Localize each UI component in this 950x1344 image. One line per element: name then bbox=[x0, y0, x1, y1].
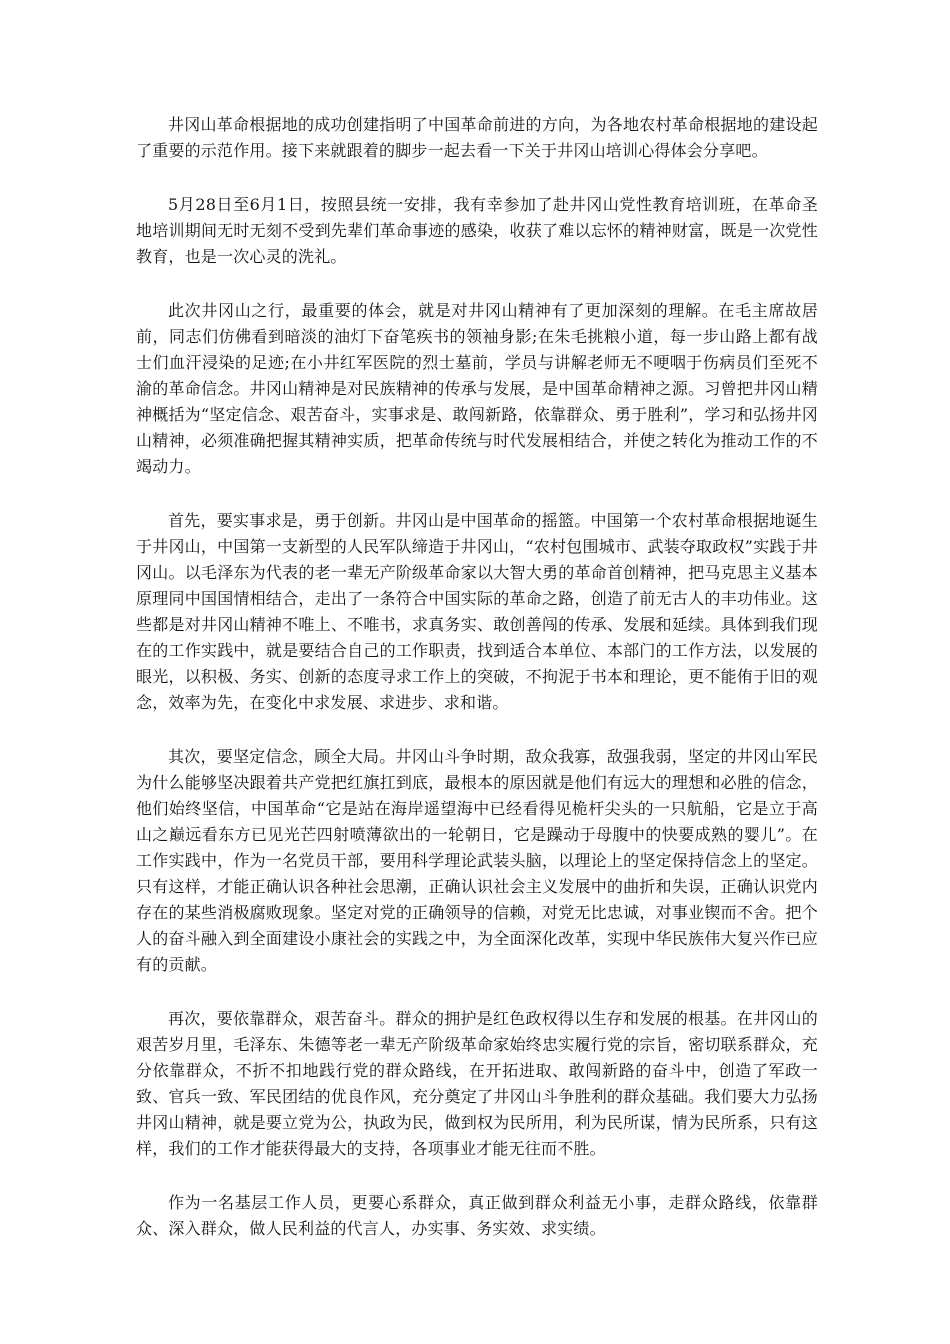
paragraph-third-point: 再次，要依靠群众，艰苦奋斗。群众的拥护是红色政权得以生存和发展的根基。在井冈山的艰苦岁月里，毛泽东、朱德等老一辈无产阶级革命家始终忠实履行党的宗旨，密切联系群众，充分依靠群众，不折不扣地践行党的群众路线，在开拓进取、敢闯新路的奋斗中，创造了军政一致、官兵一致、军民团结的优良作风，充分奠定了井冈山斗争胜利的群众基础。我们要大力弘扬井冈山精神，就是要立党为公，执政为民，做到权为民所用，利为民所谋，情为民所系，只有这样，我们的工作才能获得最大的支持，各项事业才能无往而不胜。 bbox=[136, 1009, 818, 1158]
paragraph-training-dates: 5月28日至6月1日，按照县统一安排，我有幸参加了赴井冈山党性教育培训班，在革命圣地培训期间无时无刻不受到先辈们革命事迹的感染，收获了难以忘怀的精神财富，既是一次党性教育，也是一次心灵的洗礼。 bbox=[136, 195, 818, 266]
document-body bbox=[136, 112, 818, 1242]
paragraph-second-point: 其次，要坚定信念，顾全大局。井冈山斗争时期，敌众我寡，敌强我弱，坚定的井冈山军民为什么能够坚决跟着共产党把红旗扛到底，最根本的原因就是他们有远大的理想和必胜的信念，他们始终坚信，中国革命“它是站在海岸遥望海中已经看得见桅杆尖头的一只航船，它是立于高山之巅远看东方已见光芒四射喷薄欲出的一轮朝日，它是躁动于母腹中的快要成熟的婴儿”。在工作实践中，作为一名党员干部，要用科学理论武装头脑，以理论上的坚定保持信念上的坚定。只有这样，才能正确认识各种社会思潮，正确认识社会主义发展中的曲折和失误，正确认识党内存在的某些消极腐败现象。坚定对党的正确领导的信赖，对党无比忠诚，对事业锲而不舍。把个人的奋斗融入到全面建设小康社会的实践之中，为全面深化改革，实现中华民族伟大复兴作已应有的贡献。 bbox=[136, 747, 818, 974]
paragraph-intro: 井冈山革命根据地的成功创建指明了中国革命前进的方向，为各地农村革命根据地的建设起了重要的示范作用。接下来就跟着的脚步一起去看一下关于井冈山培训心得体会分享吧。 bbox=[136, 115, 818, 160]
paragraph-understanding: 此次井冈山之行，最重要的体会，就是对井冈山精神有了更加深刻的理解。在毛主席故居前，同志们仿佛看到暗淡的油灯下奋笔疾书的领袖身影;在朱毛挑粮小道，每一步山路上都有战士们血汗浸染的足迹;在小井红军医院的烈士墓前，学员与讲解老师无不哽咽于伤病员们至死不渝的革命信念。井冈山精神是对民族精神的传承与发展，是中国革命精神之源。习曾把井冈山精神概括为“坚定信念、艰苦奋斗，实事求是、敢闯新路，依靠群众、勇于胜利”，学习和弘扬井冈山精神，必须准确把握其精神实质，把革命传统与时代发展相结合，并使之转化为推动工作的不竭动力。 bbox=[136, 301, 818, 476]
paragraph-first-point: 首先，要实事求是，勇于创新。井冈山是中国革命的摇篮。中国第一个农村革命根据地诞生于井冈山，中国第一支新型的人民军队缔造于井冈山，“农村包围城市、武装夺取政权”实践于井冈山。以毛泽东为代表的老一辈无产阶级革命家以大智大勇的革命首创精神，把马克思主义基本原理同中国国情相结合，走出了一条符合中国实际的革命之路，创造了前无古人的丰功伟业。这些都是对井冈山精神不唯上、不唯书，求真务实、敢创善闯的传承、发展和延续。具体到我们现在的工作实践中，就是要结合自己的工作职责，找到适合本单位、本部门的工作方法，以发展的眼光，以积极、务实、创新的态度寻求工作上的突破，不拘泥于书本和理论，更不能侑于旧的观念，效率为先，在变化中求发展、求进步、求和谐。 bbox=[136, 511, 818, 712]
paragraph-conclusion: 作为一名基层工作人员，更要心系群众，真正做到群众利益无小事，走群众路线，依靠群众、深入群众，做人民利益的代言人，办实事、务实效、求实绩。 bbox=[136, 1193, 818, 1238]
